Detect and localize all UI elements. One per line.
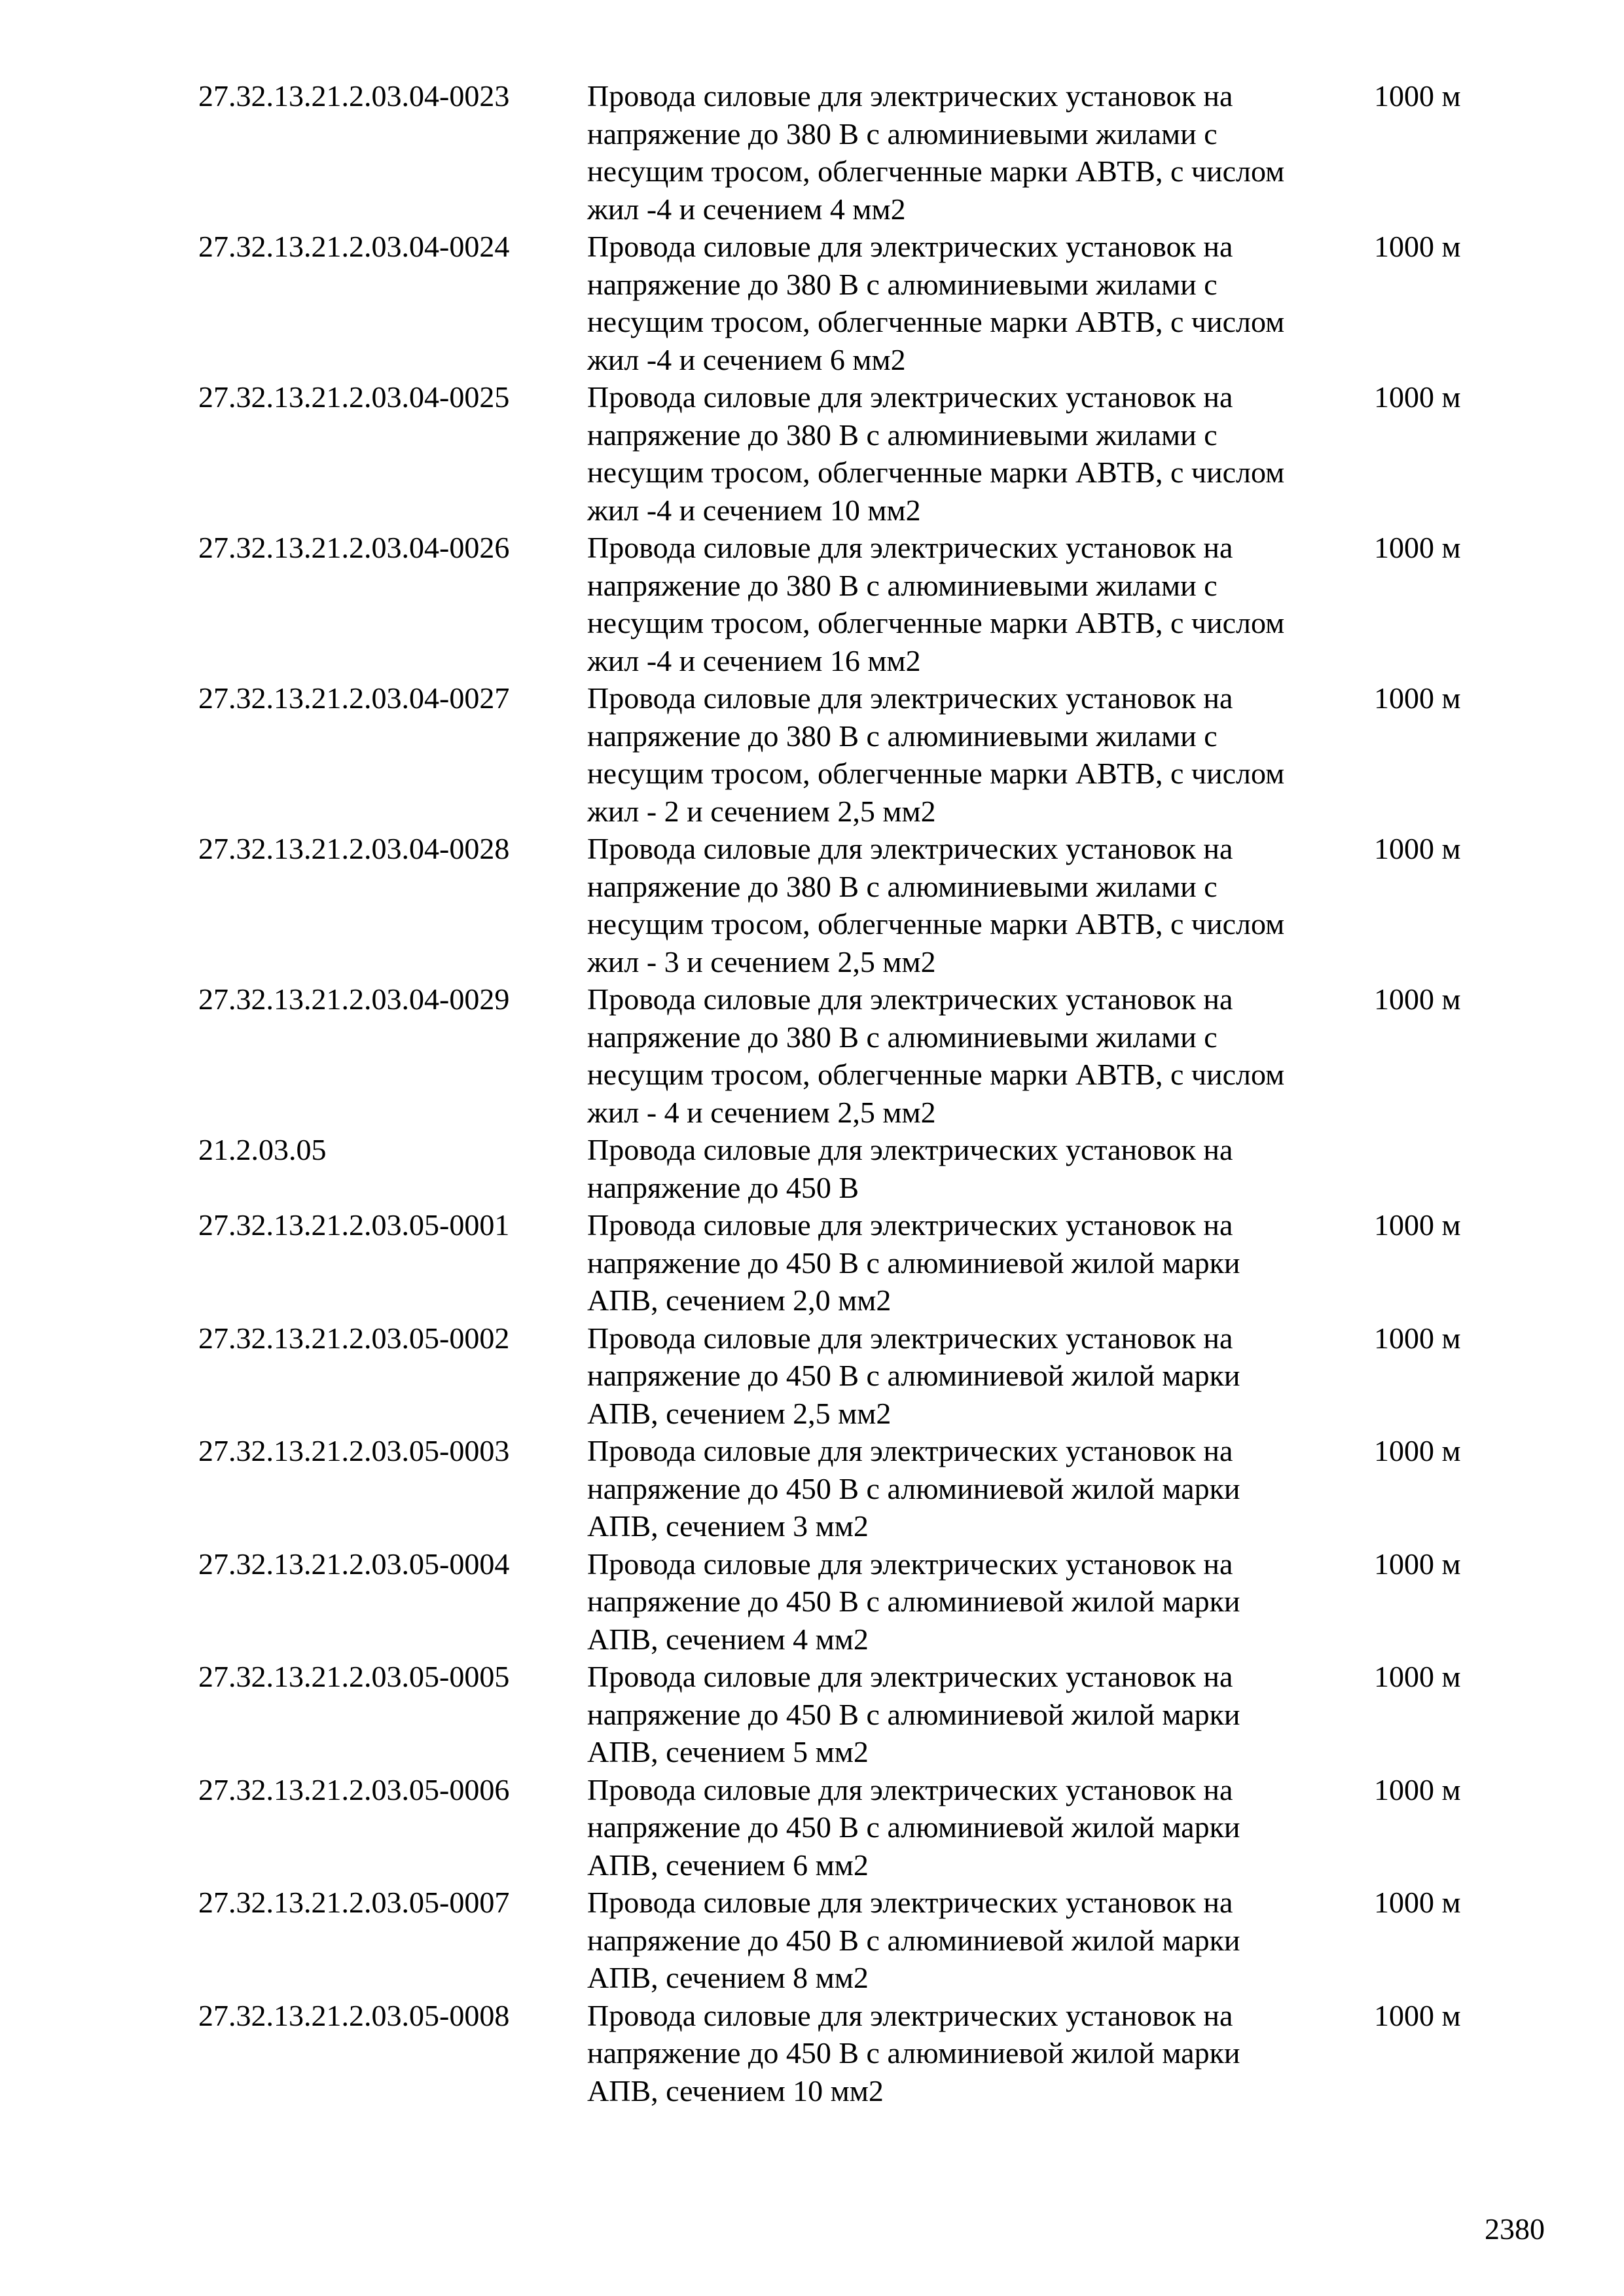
description-line: несущим тросом, облегченные марки АВТВ, с числом	[587, 456, 1285, 489]
item-description	[587, 1545, 1366, 1659]
page-number: 2380	[1485, 2212, 1545, 2246]
item-description	[587, 77, 1366, 228]
description-line: жил - 2 и сечением 2,5 мм2	[587, 794, 936, 828]
description-line: АПВ, сечением 4 мм2	[587, 1622, 869, 1656]
table-row	[198, 1131, 1475, 1206]
item-code: 27.32.13.21.2.03.04-0026	[198, 531, 510, 564]
description-line: напряжение до 380 В с алюминиевыми жилами с	[587, 719, 1218, 753]
item-description	[587, 1432, 1366, 1545]
description-line: напряжение до 450 В с алюминиевой жилой марки	[587, 2036, 1240, 2070]
description-line: напряжение до 450 В с алюминиевой жилой марки	[587, 1697, 1240, 1731]
description-line: напряжение до 450 В с алюминиевой жилой марки	[587, 1923, 1240, 1957]
table-row	[198, 1545, 1475, 1659]
description-line: напряжение до 450 В	[587, 1170, 859, 1204]
description-line: напряжение до 450 В с алюминиевой жилой марки	[587, 1810, 1240, 1844]
description-line: напряжение до 450 В с алюминиевой жилой марки	[587, 1359, 1240, 1392]
item-code: 27.32.13.21.2.03.04-0029	[198, 982, 510, 1016]
description-line: Провода силовые для электрических установок на	[587, 1886, 1233, 1919]
description-line: напряжение до 380 В с алюминиевыми жилами с	[587, 267, 1218, 301]
description-line: Провода силовые для электрических установок на	[587, 1434, 1233, 1467]
table-row	[198, 830, 1475, 980]
description-line: Провода силовые для электрических установок на	[587, 531, 1233, 564]
description-line: напряжение до 380 В с алюминиевыми жилами с	[587, 117, 1218, 151]
item-unit: 1000 м	[1374, 832, 1461, 865]
item-code: 27.32.13.21.2.03.05-0004	[198, 1547, 510, 1581]
price-list-table	[198, 77, 1475, 2109]
description-line: жил -4 и сечением 10 мм2	[587, 493, 921, 527]
description-line: жил -4 и сечением 6 мм2	[587, 342, 906, 376]
description-line: напряжение до 450 В с алюминиевой жилой марки	[587, 1246, 1240, 1280]
description-line: АПВ, сечением 5 мм2	[587, 1735, 869, 1768]
description-line: Провода силовые для электрических установок на	[587, 1998, 1233, 2032]
item-unit: 1000 м	[1374, 1434, 1461, 1467]
item-description	[587, 1997, 1366, 2110]
item-description	[587, 1131, 1366, 1206]
item-unit: 1000 м	[1374, 380, 1461, 414]
item-description	[587, 830, 1366, 980]
description-line: Провода силовые для электрических установок на	[587, 1321, 1233, 1355]
description-line: напряжение до 380 В с алюминиевыми жилами с	[587, 869, 1218, 903]
description-line: несущим тросом, облегченные марки АВТВ, с числом	[587, 757, 1285, 790]
item-code: 27.32.13.21.2.03.04-0028	[198, 832, 510, 865]
description-line: напряжение до 380 В с алюминиевыми жилами с	[587, 1020, 1218, 1054]
item-code: 27.32.13.21.2.03.05-0007	[198, 1886, 510, 1919]
table-row	[198, 679, 1475, 830]
description-line: Провода силовые для электрических установок на	[587, 1772, 1233, 1806]
item-description	[587, 378, 1366, 529]
table-row	[198, 1658, 1475, 1771]
description-line: Провода силовые для электрических установок на	[587, 1660, 1233, 1693]
description-line: напряжение до 450 В с алюминиевой жилой марки	[587, 1585, 1240, 1618]
item-unit: 1000 м	[1374, 1547, 1461, 1581]
table-row	[198, 1432, 1475, 1545]
item-description	[587, 228, 1366, 378]
item-description	[587, 529, 1366, 679]
table-row	[198, 1771, 1475, 1884]
item-code: 27.32.13.21.2.03.05-0006	[198, 1772, 510, 1806]
item-unit: 1000 м	[1374, 531, 1461, 564]
table-row	[198, 529, 1475, 679]
table-row	[198, 77, 1475, 228]
description-line: Провода силовые для электрических установок на	[587, 230, 1233, 263]
item-description	[587, 980, 1366, 1131]
item-description	[587, 1206, 1366, 1319]
item-description	[587, 1658, 1366, 1771]
description-line: жил -4 и сечением 4 мм2	[587, 192, 906, 226]
item-code: 27.32.13.21.2.03.04-0024	[198, 230, 510, 263]
description-line: несущим тросом, облегченные марки АВТВ, с числом	[587, 305, 1285, 338]
item-unit: 1000 м	[1374, 681, 1461, 715]
item-code: 27.32.13.21.2.03.05-0001	[198, 1208, 510, 1242]
description-line: АПВ, сечением 10 мм2	[587, 2073, 884, 2108]
description-line: АПВ, сечением 6 мм2	[587, 1848, 869, 1882]
item-code: 21.2.03.05	[198, 1133, 327, 1166]
item-unit: 1000 м	[1374, 1886, 1461, 1919]
description-line: напряжение до 450 В с алюминиевой жилой марки	[587, 1471, 1240, 1505]
description-line: АПВ, сечением 2,0 мм2	[587, 1283, 892, 1317]
description-line: Провода силовые для электрических установок на	[587, 1208, 1233, 1242]
table-row	[198, 1206, 1475, 1319]
item-unit: 1000 м	[1374, 1772, 1461, 1806]
description-line: Провода силовые для электрических установок на	[587, 982, 1233, 1016]
item-code: 27.32.13.21.2.03.05-0005	[198, 1660, 510, 1693]
item-code: 27.32.13.21.2.03.05-0003	[198, 1434, 510, 1467]
description-line: напряжение до 380 В с алюминиевыми жилами с	[587, 418, 1218, 452]
description-line: напряжение до 380 В с алюминиевыми жилами с	[587, 568, 1218, 602]
table-row	[198, 1997, 1475, 2110]
item-description	[587, 1771, 1366, 1884]
item-code: 27.32.13.21.2.03.04-0027	[198, 681, 510, 715]
table-row	[198, 228, 1475, 378]
description-line: жил - 4 и сечением 2,5 мм2	[587, 1095, 936, 1129]
item-code: 27.32.13.21.2.03.04-0023	[198, 79, 510, 113]
description-line: жил - 3 и сечением 2,5 мм2	[587, 944, 936, 978]
description-line: Провода силовые для электрических установок на	[587, 681, 1233, 715]
item-unit: 1000 м	[1374, 1998, 1461, 2032]
item-description	[587, 679, 1366, 830]
description-line: жил -4 и сечением 16 мм2	[587, 643, 921, 677]
description-line: Провода силовые для электрических установок на	[587, 380, 1233, 414]
table-row	[198, 378, 1475, 529]
item-description	[587, 1319, 1366, 1433]
description-line: АПВ, сечением 8 мм2	[587, 1961, 869, 1994]
description-line: Провода силовые для электрических установок на	[587, 79, 1233, 113]
item-unit: 1000 м	[1374, 79, 1461, 113]
description-line: несущим тросом, облегченные марки АВТВ, с числом	[587, 1058, 1285, 1091]
item-code: 27.32.13.21.2.03.04-0025	[198, 380, 510, 414]
item-unit: 1000 м	[1374, 1321, 1461, 1355]
description-line: несущим тросом, облегченные марки АВТВ, с числом	[587, 907, 1285, 941]
table-row	[198, 1884, 1475, 1997]
item-description	[587, 1884, 1366, 1997]
description-line: несущим тросом, облегченные марки АВТВ, с числом	[587, 154, 1285, 188]
description-line: Провода силовые для электрических установок на	[587, 832, 1233, 865]
description-line: АПВ, сечением 2,5 мм2	[587, 1396, 892, 1430]
description-line: Провода силовые для электрических установок на	[587, 1133, 1233, 1166]
item-unit: 1000 м	[1374, 1660, 1461, 1693]
table-row	[198, 1319, 1475, 1433]
item-code: 27.32.13.21.2.03.05-0008	[198, 1998, 510, 2032]
item-unit: 1000 м	[1374, 982, 1461, 1016]
description-line: АПВ, сечением 3 мм2	[587, 1509, 869, 1543]
item-unit: 1000 м	[1374, 1208, 1461, 1242]
table-row	[198, 980, 1475, 1131]
description-line: несущим тросом, облегченные марки АВТВ, с числом	[587, 606, 1285, 639]
item-code: 27.32.13.21.2.03.05-0002	[198, 1321, 510, 1355]
item-unit: 1000 м	[1374, 230, 1461, 263]
description-line: Провода силовые для электрических установок на	[587, 1547, 1233, 1581]
